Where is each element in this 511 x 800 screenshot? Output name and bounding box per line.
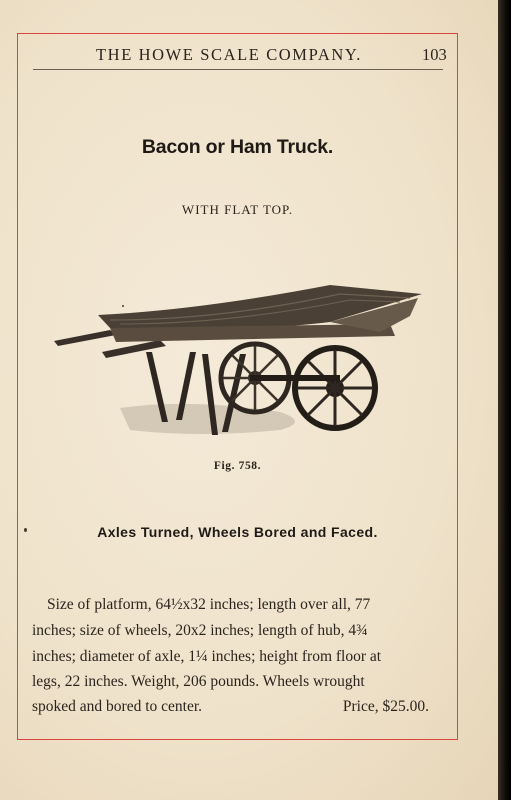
- figure-caption: Fig. 758.: [213, 460, 262, 472]
- spec-text: inches; size of wheels, 20x2 inches; length of hub, 4¾: [32, 622, 368, 639]
- spec-line: [32, 698, 445, 716]
- spec-line: [32, 673, 445, 691]
- spec-line: [47, 596, 445, 614]
- spec-text: spoked and bored to center.: [32, 698, 203, 715]
- product-subtitle: WITH FLAT TOP.: [181, 202, 294, 217]
- price: Price, $25.00.: [342, 698, 429, 715]
- header-rule: [33, 69, 443, 70]
- spec-line: [32, 648, 445, 666]
- truck-handle: [54, 330, 116, 346]
- truck-illustration: [50, 280, 430, 445]
- print-speck: [24, 528, 27, 532]
- page-edge-shadow: [498, 0, 511, 800]
- running-head: THE HOWE SCALE COMPANY.: [96, 45, 362, 64]
- spec-line: [32, 622, 445, 640]
- spec-text: legs, 22 inches. Weight, 206 pounds. Wheels wrought: [32, 673, 365, 690]
- truck-handle: [102, 340, 166, 358]
- spec-text: Size of platform, 64½x32 inches; length over all, 77: [47, 596, 371, 613]
- print-speck: [122, 305, 124, 307]
- front-wheel: [295, 348, 375, 428]
- spec-text: inches; diameter of axle, 1¼ inches; height from floor at: [32, 648, 382, 665]
- product-title: Bacon or Ham Truck.: [141, 136, 334, 158]
- features-heading: Axles Turned, Wheels Bored and Faced.: [97, 524, 378, 540]
- truck-axle: [250, 375, 340, 381]
- page-number: 103: [422, 45, 447, 64]
